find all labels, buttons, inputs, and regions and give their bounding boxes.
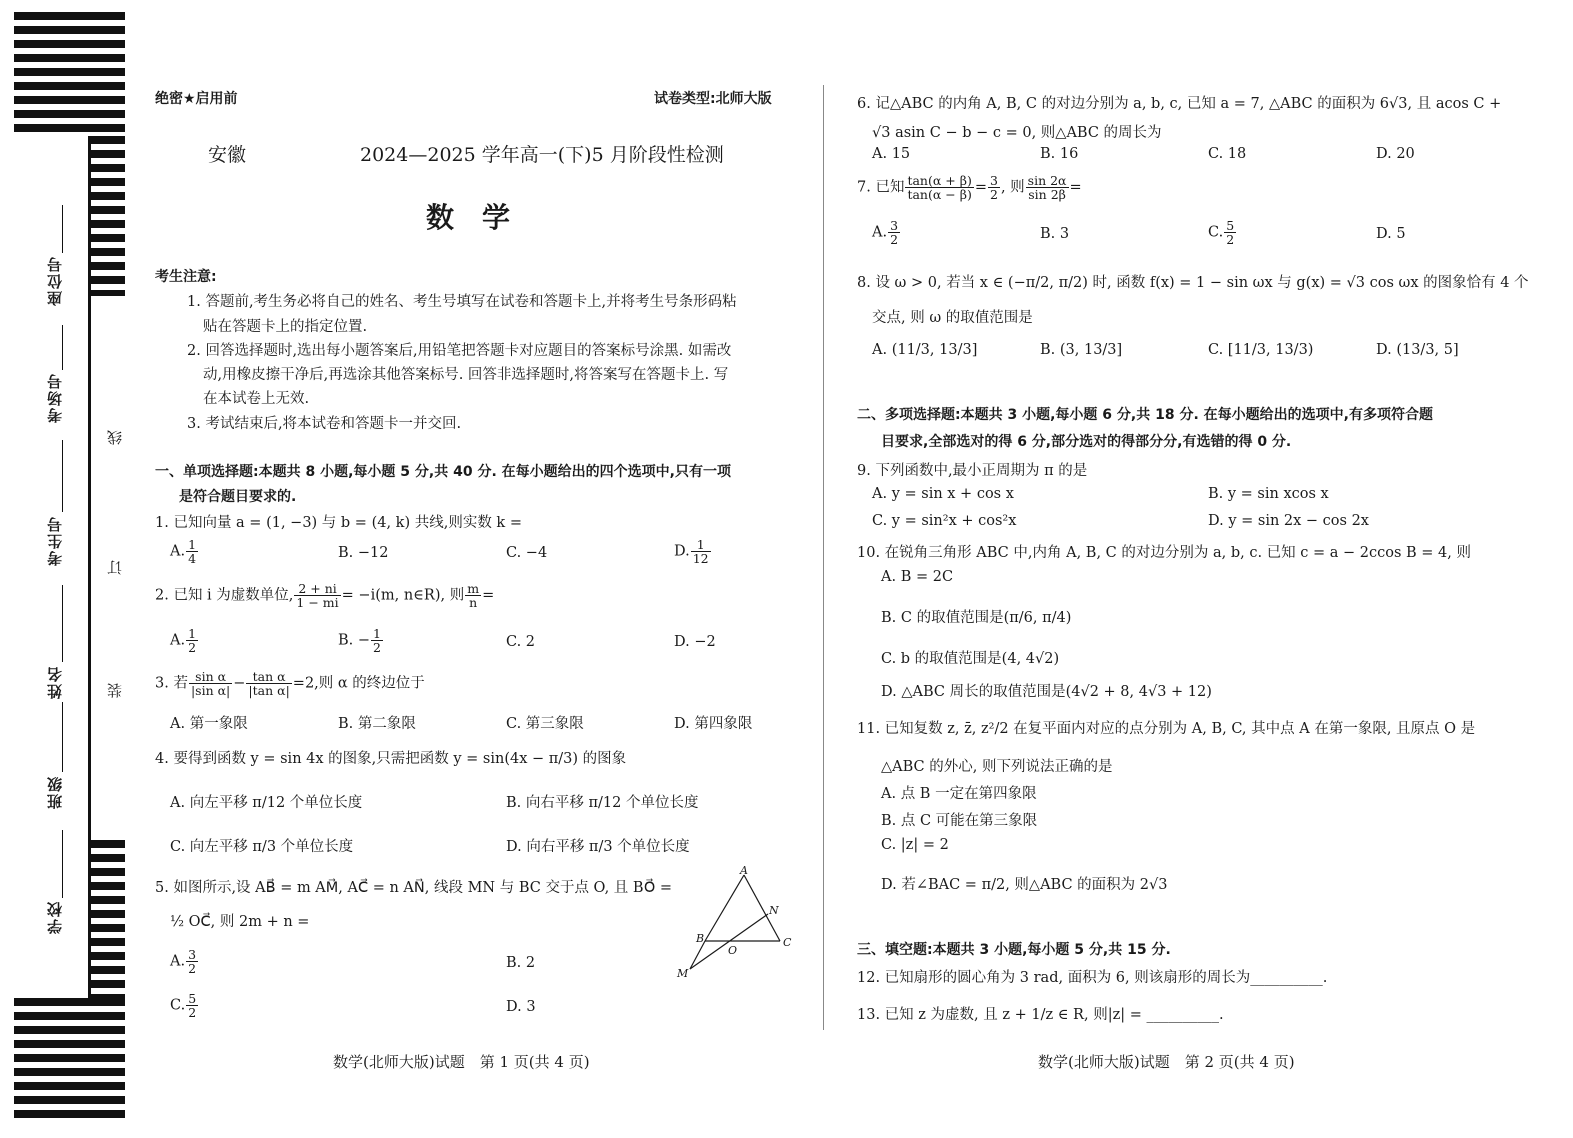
figure-label-n: N bbox=[769, 904, 779, 917]
exam-title: 安徽 2024—2025 学年高一(下)5 月阶段性检测 bbox=[208, 144, 724, 166]
question-8-stem: 8. 设 ω > 0, 若当 x ∈ (−π/2, π/2) 时, 函数 f(x) = 1 − sin ωx 与 g(x) = √3 cos ωx 的图象恰有 4 个 bbox=[857, 275, 1529, 291]
figure-label-b: B bbox=[696, 932, 705, 945]
question-1-stem: 1. 已知向量 a = (1, −3) 与 b = (4, k) 共线,则实数 k = bbox=[155, 515, 522, 531]
section2-heading-cont: 目要求,全部选对的得 6 分,部分选对的得部分分,有选错的得 0 分. bbox=[881, 434, 1292, 450]
section3-heading: 三、填空题:本题共 3 小题,每小题 5 分,共 15 分. bbox=[857, 942, 1171, 958]
question-3-option-d: D. 第四象限 bbox=[674, 716, 753, 732]
question-6-option-a: A. 15 bbox=[872, 146, 911, 162]
question-11-option-a: A. 点 B 一定在第四象限 bbox=[881, 786, 1037, 802]
subject-title: 数 学 bbox=[426, 201, 511, 234]
question-11-option-b: B. 点 C 可能在第三象限 bbox=[881, 813, 1038, 829]
page-footer-1: 数学(北师大版)试题 第 1 页(共 4 页) bbox=[333, 1053, 590, 1071]
question-4-option-d: D. 向右平移 π/3 个单位长度 bbox=[506, 839, 690, 855]
question-11-stem: 11. 已知复数 z, z̄, z²/2 在复平面内对应的点分别为 A, B, C, 其中点 A 在第一象限, 且原点 O 是 bbox=[857, 721, 1476, 737]
section2-heading: 二、多项选择题:本题共 3 小题,每小题 6 分,共 18 分. 在每小题给出的选项中,有多项符合题 bbox=[857, 407, 1433, 423]
question-4-option-c: C. 向左平移 π/3 个单位长度 bbox=[170, 839, 354, 855]
column-divider bbox=[823, 85, 824, 1030]
question-1-option-b: B. −12 bbox=[338, 545, 389, 561]
class-line bbox=[62, 702, 63, 772]
question-6-option-b: B. 16 bbox=[1040, 146, 1079, 162]
notice-line: 贴在答题卡上的指定位置. bbox=[203, 319, 368, 335]
figure-label-a: A bbox=[740, 864, 748, 877]
question-2-option-c: C. 2 bbox=[506, 634, 536, 650]
school-line bbox=[62, 830, 63, 898]
question-8-option-b: B. (3, 13/3] bbox=[1040, 342, 1123, 358]
class-label: 班级 bbox=[46, 775, 64, 809]
question-10-option-a: A. B = 2C bbox=[881, 569, 954, 585]
paper-type: 试卷类型:北师大版 bbox=[654, 91, 772, 107]
question-11-option-c: C. |z| = 2 bbox=[881, 837, 949, 853]
question-5-option-d: D. 3 bbox=[506, 999, 536, 1015]
question-6-stem-cont: √3 asin C − b − c = 0, 则△ABC 的周长为 bbox=[872, 125, 1162, 141]
section1-heading: 一、单项选择题:本题共 8 小题,每小题 5 分,共 40 分. 在每小题给出的四个选项中,只有一项 bbox=[155, 464, 731, 480]
page-footer-2: 数学(北师大版)试题 第 2 页(共 4 页) bbox=[1038, 1053, 1295, 1071]
question-9-option-a: A. y = sin x + cos x bbox=[872, 486, 1014, 502]
binding-stripes-mid bbox=[91, 840, 125, 1000]
question-9-stem: 9. 下列函数中,最小正周期为 π 的是 bbox=[857, 463, 1088, 479]
question-5-stem: 5. 如图所示,设 AB⃗ = m AM⃗, AC⃗ = n AN⃗, 线段 MN 与 BC 交于点 O, 且 BO⃗ = bbox=[155, 880, 673, 896]
candidate-number-line bbox=[62, 440, 63, 512]
question-12-stem: 12. 已知扇形的圆心角为 3 rad, 面积为 6, 则该扇形的周长为__________. bbox=[857, 970, 1328, 986]
school-label: 学校 bbox=[46, 900, 64, 934]
notice-line: 动,用橡皮擦干净后,再选涂其他答案标号. 回答非选择题时,将答案写在答题卡上. 写 bbox=[203, 367, 729, 383]
question-8-option-c: C. [11/3, 13/3) bbox=[1208, 342, 1314, 358]
question-1-option-a: A. $\frac{1}{4}$ bbox=[170, 537, 197, 566]
question-5-option-c: C. $\frac{5}{2}$ bbox=[170, 991, 197, 1020]
figure-label-c: C bbox=[783, 936, 792, 949]
question-8-option-a: A. (11/3, 13/3] bbox=[872, 342, 978, 358]
question-6-option-c: C. 18 bbox=[1208, 146, 1247, 162]
seat-number-line bbox=[62, 205, 63, 253]
question-9-option-b: B. y = sin xcos x bbox=[1208, 486, 1329, 502]
question-7-option-d: D. 5 bbox=[1376, 226, 1406, 242]
question-10-option-d: D. △ABC 周长的取值范围是(4√2 + 8, 4√3 + 12) bbox=[881, 684, 1212, 700]
figure-label-m: M bbox=[677, 967, 689, 980]
question-9-option-d: D. y = sin 2x − cos 2x bbox=[1208, 513, 1369, 529]
question-4-option-b: B. 向右平移 π/12 个单位长度 bbox=[506, 795, 699, 811]
question-3-stem: 3. 若 $\frac{\text{sin α}}{\text{|sin α|}}$ − $\frac{\text{tan α}}{\text{|tan α|}}$ =2,则 α 的终边位于 bbox=[155, 669, 425, 698]
section1-heading-cont: 是符合题目要求的. bbox=[179, 489, 297, 505]
question-7-stem: 7. 已知 $\frac{\tan(\alpha + \beta)}{\tan(\alpha - \beta)}$ = $\frac{3}{2}$ , 则 $\frac{\sin 2\alpha}{\sin 2\beta}$ = bbox=[857, 173, 1082, 202]
question-10-option-b: B. C 的取值范围是(π/6, π/4) bbox=[881, 610, 1072, 626]
binding-letter-line: 线 bbox=[106, 430, 124, 445]
question-8-stem-cont: 交点, 则 ω 的取值范围是 bbox=[872, 310, 1033, 326]
binding-stripes-right bbox=[91, 136, 125, 296]
question-2-option-a: A. $\frac{1}{2}$ bbox=[170, 626, 197, 655]
binding-letter-ding: 订 bbox=[106, 560, 124, 575]
notice-title: 考生注意: bbox=[155, 269, 217, 285]
binding-stripes-top bbox=[14, 12, 125, 136]
question-2-option-d: D. −2 bbox=[674, 634, 716, 650]
confidential-mark: 绝密★启用前 bbox=[155, 91, 238, 107]
question-5-figure bbox=[672, 864, 797, 982]
question-4-option-a: A. 向左平移 π/12 个单位长度 bbox=[170, 795, 363, 811]
candidate-number-label: 考生号 bbox=[46, 515, 64, 566]
question-7-option-b: B. 3 bbox=[1040, 226, 1070, 242]
question-9-option-c: C. y = sin²x + cos²x bbox=[872, 513, 1017, 529]
question-5-option-a: A. $\frac{3}{2}$ bbox=[170, 947, 197, 976]
question-7-option-a: A. $\frac{3}{2}$ bbox=[872, 218, 899, 247]
name-line bbox=[62, 585, 63, 662]
question-11-stem-cont: △ABC 的外心, 则下列说法正确的是 bbox=[881, 759, 1113, 775]
binding-letter-zhuang: 装 bbox=[106, 683, 124, 698]
name-label: 姓名 bbox=[46, 665, 64, 699]
question-7-option-c: C. $\frac{5}{2}$ bbox=[1208, 218, 1235, 247]
figure-label-o: O bbox=[728, 944, 738, 957]
question-11-option-d: D. 若∠BAC = π/2, 则△ABC 的面积为 2√3 bbox=[881, 877, 1168, 893]
question-1-option-d: D. $\frac{1}{12}$ bbox=[674, 537, 709, 566]
question-4-stem: 4. 要得到函数 y = sin 4x 的图象,只需把函数 y = sin(4x − π/3) 的图象 bbox=[155, 751, 627, 767]
notice-line: 2. 回答选择题时,选出每小题答案后,用铅笔把答题卡对应题目的答案标号涂黑. 如需改 bbox=[187, 343, 732, 359]
notice-line: 在本试卷上无效. bbox=[203, 391, 310, 407]
exam-room-line bbox=[62, 325, 63, 370]
question-6-stem: 6. 记△ABC 的内角 A, B, C 的对边分别为 a, b, c, 已知 a = 7, △ABC 的面积为 6√3, 且 acos C + bbox=[857, 96, 1502, 112]
question-8-option-d: D. (13/3, 5] bbox=[1376, 342, 1459, 358]
question-10-option-c: C. b 的取值范围是(4, 4√2) bbox=[881, 651, 1060, 667]
question-3-option-a: A. 第一象限 bbox=[170, 716, 248, 732]
binding-stripes-bottom bbox=[14, 998, 125, 1124]
notice-line: 1. 答题前,考生务必将自己的姓名、考生号填写在试卷和答题卡上,并将考生号条形码粘 bbox=[187, 294, 737, 310]
question-10-stem: 10. 在锐角三角形 ABC 中,内角 A, B, C 的对边分别为 a, b, c. 已知 c = a − 2ccos B = 4, 则 bbox=[857, 545, 1471, 561]
question-2-stem: 2. 已知 i 为虚数单位, $\frac{2 + ni}{1 - mi}$ = −i(m, n∈R), 则 $\frac{m}{n}$ = bbox=[155, 581, 495, 610]
question-6-option-d: D. 20 bbox=[1376, 146, 1415, 162]
notice-line: 3. 考试结束后,将本试卷和答题卡一并交回. bbox=[187, 416, 462, 432]
question-5-option-b: B. 2 bbox=[506, 955, 536, 971]
question-5-stem-cont: ½ OC⃗, 则 2m + n = bbox=[170, 914, 310, 930]
seat-number-label: 座位号 bbox=[46, 255, 64, 306]
question-13-stem: 13. 已知 z 为虚数, 且 z + 1/z ∈ R, 则|z| = __________. bbox=[857, 1007, 1224, 1023]
exam-room-label: 考场号 bbox=[46, 372, 64, 423]
question-2-option-b: B. − $\frac{1}{2}$ bbox=[338, 626, 381, 655]
question-3-option-c: C. 第三象限 bbox=[506, 716, 584, 732]
question-3-option-b: B. 第二象限 bbox=[338, 716, 416, 732]
question-1-option-c: C. −4 bbox=[506, 545, 548, 561]
